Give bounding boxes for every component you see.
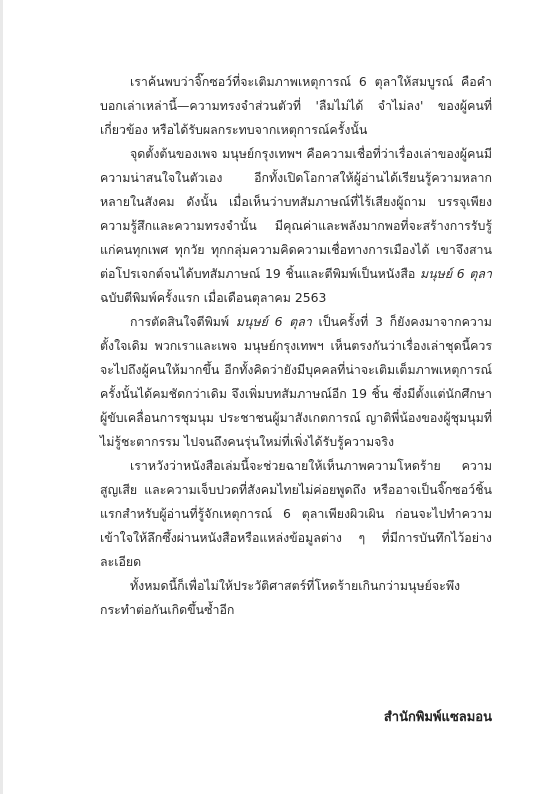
- paragraph-2: [100, 142, 492, 310]
- paragraph-2-text-a: จุดตั้งต้นของเพจ มนุษย์กรุงเทพฯ คือความเชื่อที่ว่าเรื่องเล่าของผู้คนมีความน่าสนใจในตัวเอง อีกทั้งเปิดโอกาสให้ผู้อ่านได้เรียนรู้ความหลากหลายในสังคม ดังนั้น เมื่อเห็นว่าบทสัมภาษณ์ที่ไร้เสียงผู้ถาม บรรจุเพียงความรู้สึกและความทรงจำนั้น มีคุณค่าและพลังมากพอที่จะสร้างการรับรู้แก่คนทุกเพศ ทุกวัย ทุกกลุ่มความคิดความเชื่อทางการเมืองได้ เขาจึงสานต่อโปรเจกต์จนได้บทสัมภาษณ์ 19 ชิ้นและตีพิมพ์เป็นหนังสือ: [100, 146, 492, 281]
- page-edge-shadow: [0, 0, 3, 794]
- foreword-body: [100, 70, 492, 622]
- paragraph-1: [100, 70, 492, 142]
- paragraph-5: [100, 574, 492, 622]
- paragraph-3-text-a: การตัดสินใจตีพิมพ์: [130, 314, 236, 329]
- publisher-signature: สำนักพิมพ์แซลมอน: [383, 710, 492, 725]
- paragraph-3-text-b: เป็นครั้งที่ 3 ก็ยังคงมาจากความตั้งใจเดิม พวกเราและเพจ มนุษย์กรุงเทพฯ เห็นตรงกันว่าเรื่องเล่าชุดนี้ควรจะไปถึงผู้คนให้มากขึ้น อีกทั้งคิดว่ายังมีบุคคลที่น่าจะเติมเต็มภาพเหตุการณ์ครั้งนั้นได้คมชัดกว่าเดิม จึงเพิ่มบทสัมภาษณ์อีก 19 ชิ้น ซึ่งมีตั้งแต่นักศึกษาผู้ขับเคลื่อนการชุมนุม ประชาชนผู้มาสังเกตการณ์ ญาติพี่น้องของผู้ชุมนุมที่ไม่รู้ชะตากรรม ไปจนถึงคนรุ่นใหม่ที่เพิ่งได้รับรู้ความจริง: [100, 314, 492, 449]
- paragraph-4-text: เราหวังว่าหนังสือเล่มนี้จะช่วยฉายให้เห็นภาพความโหดร้าย ความสูญเสีย และความเจ็บปวดที่สังคมไทยไม่ค่อยพูดถึง หรืออาจเป็นจิ๊กซอว์ชิ้นแรกสำหรับผู้อ่านที่รู้จักเหตุการณ์ 6 ตุลาเพียงผิวเผิน ก่อนจะไปทำความเข้าใจให้ลึกซึ้งผ่านหนังสือหรือแหล่งข้อมูลต่าง ๆ ที่มีการบันทึกไว้อย่างละเอียด: [100, 458, 492, 569]
- paragraph-1-text: เราค้นพบว่าจิ๊กซอว์ที่จะเติมภาพเหตุการณ์ 6 ตุลาให้สมบูรณ์ คือคำบอกเล่าเหล่านี้—ความทรงจำส่วนตัวที่ 'ลืมไม่ได้ จำไม่ลง' ของผู้คนที่เกี่ยวข้อง หรือได้รับผลกระทบจากเหตุการณ์ครั้งนั้น: [100, 74, 492, 137]
- paragraph-5-text: ทั้งหมดนี้ก็เพื่อไม่ให้ประวัติศาสตร์ที่โหดร้ายเกินกว่ามนุษย์จะพึงกระทำต่อกันเกิดขึ้นซ้ำอีก: [100, 578, 461, 617]
- paragraph-2-text-b: ฉบับตีพิมพ์ครั้งแรก เมื่อเดือนตุลาคม 2563: [100, 290, 327, 305]
- book-title-italic: มนุษย์ 6 ตุลา: [420, 266, 492, 281]
- paragraph-3: [100, 310, 492, 454]
- paragraph-4: [100, 454, 492, 574]
- book-title-italic: มนุษย์ 6 ตุลา: [235, 314, 312, 329]
